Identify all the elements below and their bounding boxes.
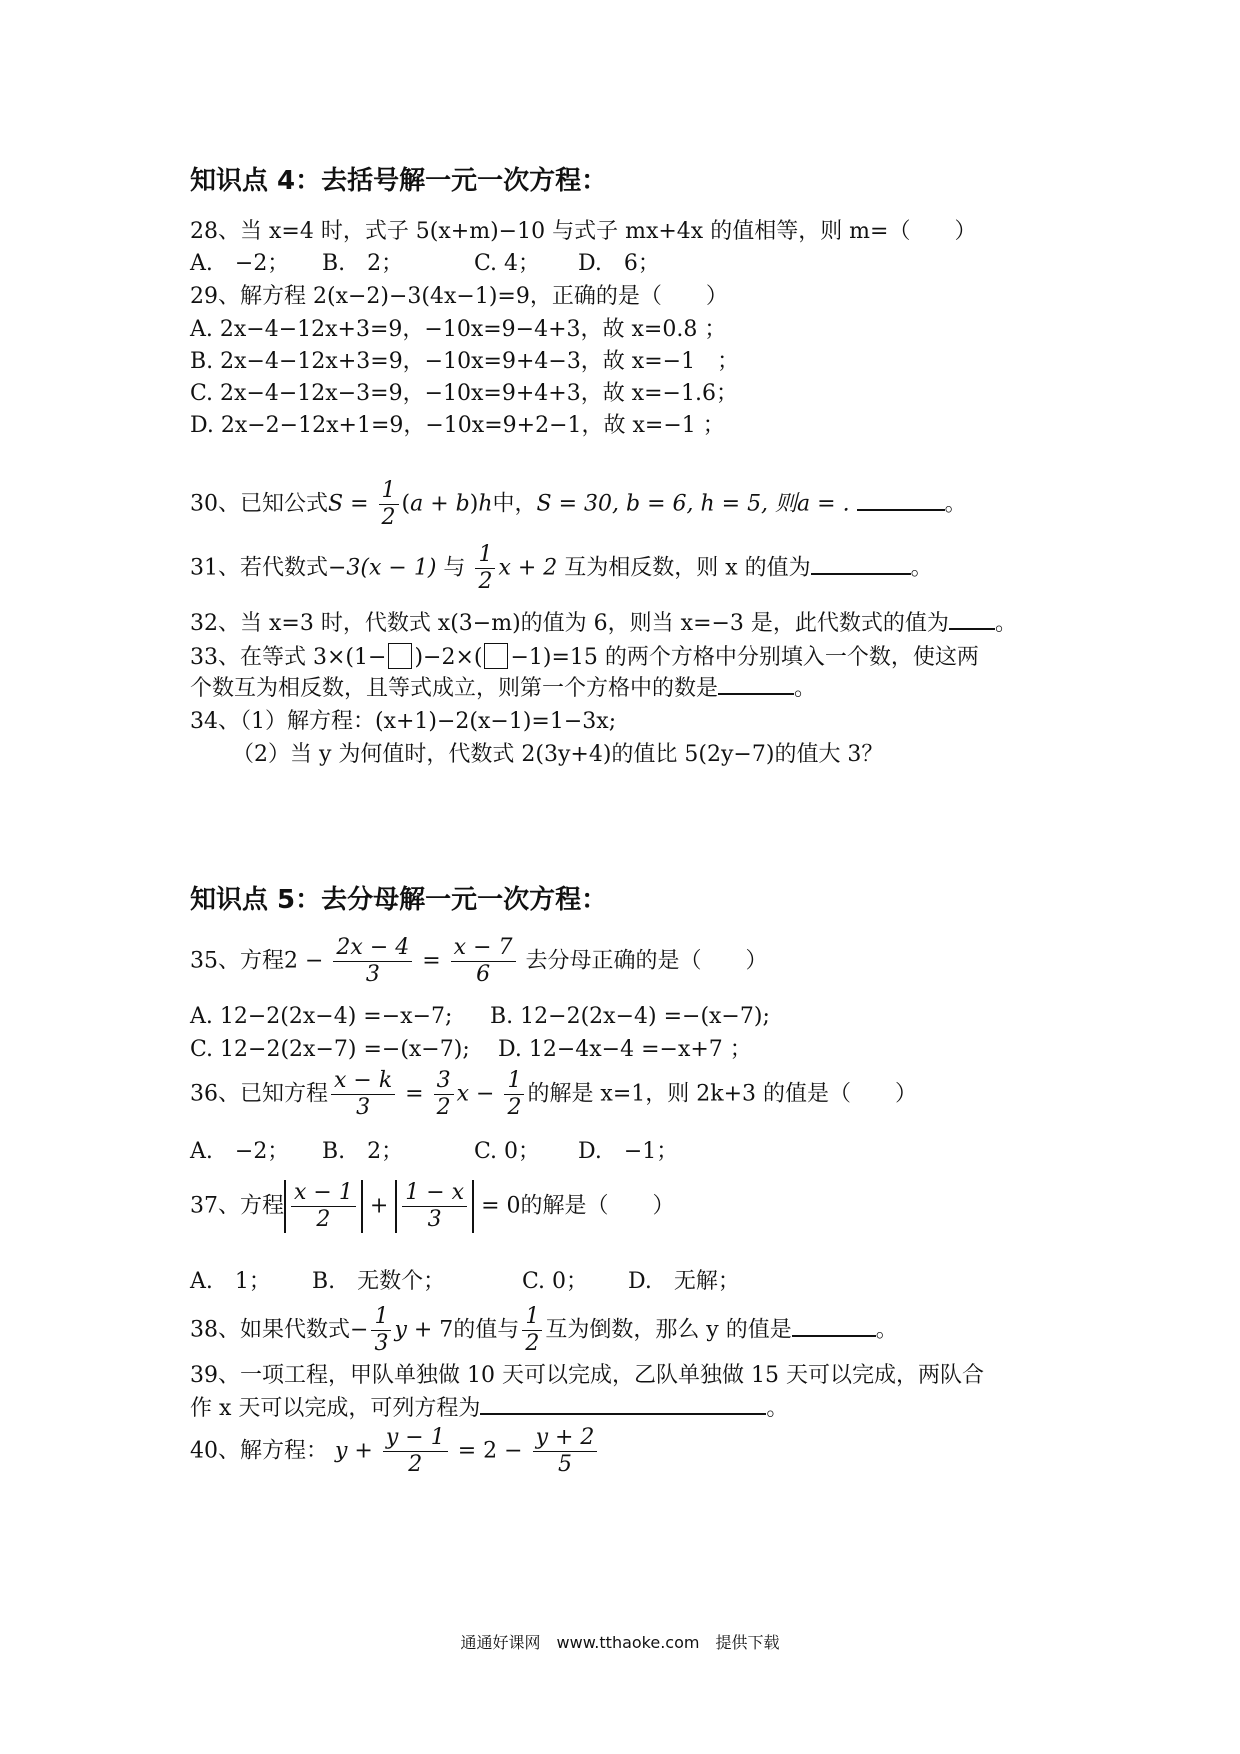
section-5-heading: 知识点 5：去分母解一元一次方程： — [190, 885, 608, 915]
question-30: 30、已知公式S = $\frac{1}{2}$ (a + b)h中，S = 30, b = 6, h = 5, 则a = . 。 — [190, 478, 967, 530]
q38-mid: 的值与 — [453, 1317, 520, 1343]
section-4-heading: 知识点 4：去括号解一元一次方程： — [190, 166, 608, 196]
q30-end: 。 — [944, 491, 967, 517]
q28-option-a: A. −2； — [190, 251, 290, 276]
q37-prefix: 37、方程 — [190, 1193, 284, 1219]
q29-option-d: D. 2x−2−12x+1=9，−10x=9+2−1，故 x=−1 ； — [190, 413, 725, 438]
question-34-part-1: 34、（1）解方程：(x+1)−2(x−1)=1−3x; — [190, 709, 617, 734]
q35-suffix: 去分母正确的是（ ） — [525, 948, 768, 974]
q36-fraction-2: $\frac{3}{2}$ — [434, 1068, 454, 1121]
q31-end: 。 — [910, 555, 933, 581]
question-31 — [190, 542, 933, 595]
q37-option-b: B. 无数个； — [312, 1269, 446, 1294]
q35-fraction-right: $\frac{x - 7}{6}$ — [451, 935, 516, 988]
question-39-line-2 — [190, 1395, 788, 1423]
q28-option-c: C. 4； — [474, 251, 541, 276]
q33-end: 。 — [794, 676, 817, 701]
question-33-line-2 — [190, 675, 816, 703]
q28-option-d: D. 6； — [578, 251, 660, 276]
q35-option-b: B. 12−2(2x−4) =−(x−7); — [490, 1004, 770, 1029]
q31-fraction: $\frac{1}{2}$ — [475, 542, 495, 595]
q32-answer-blank[interactable] — [949, 610, 995, 630]
q36-suffix: 的解是 x=1，则 2k+3 的值是（ ） — [527, 1081, 918, 1107]
q36-fraction-3: $\frac{1}{2}$ — [504, 1068, 524, 1121]
q29-option-b: B. 2x−4−12x+3=9，−10x=9+4−3，故 x=−1 ； — [190, 349, 740, 374]
q35-option-d: D. 12−4x−4 =−x+7 ； — [498, 1037, 752, 1062]
q31-expr1: −3(x − 1) — [328, 555, 437, 581]
q31-answer-blank[interactable] — [811, 555, 911, 575]
q33-box-1[interactable] — [388, 643, 412, 669]
q36-prefix: 36、已知方程 — [190, 1081, 328, 1107]
q33-answer-blank[interactable] — [718, 675, 794, 695]
q37-abs-2: $\frac{1 - x}{3}$ — [395, 1180, 474, 1233]
q36-option-d: D. −1； — [578, 1139, 679, 1164]
question-34-part-2: （2）当 y 为何值时，代数式 2(3y+4)的值比 5(2y−7)的值大 3？ — [232, 742, 884, 767]
q35-option-a: A. 12−2(2x−4) =−x−7; — [190, 1004, 453, 1029]
question-38: 38、如果代数式− $\frac{1}{3}$ y + 7的值与 $\frac{1}{2}$ 互为倒数，那么 y 的值是 。 — [190, 1304, 898, 1356]
q36-option-b: B. 2； — [322, 1139, 404, 1164]
q40-prefix: 40、解方程： — [190, 1438, 328, 1464]
q33-box-2[interactable] — [484, 643, 508, 669]
q38-fraction-2: $\frac{1}{2}$ — [522, 1304, 542, 1357]
q38-fraction-1: $\frac{1}{3}$ — [371, 1304, 391, 1357]
q38-prefix: 38、如果代数式 — [190, 1317, 350, 1343]
q30-conditions: S = 30, b = 6, h = 5, 则a = . — [536, 491, 850, 517]
q35-prefix: 35、方程 — [190, 948, 284, 974]
q36-option-c: C. 0； — [474, 1139, 541, 1164]
q37-abs-1: $\frac{x - 1}{2}$ — [284, 1180, 363, 1233]
q31-expr2: x + 2 — [498, 555, 558, 581]
q32-end: 。 — [994, 611, 1017, 636]
q31-suffix: 互为相反数，则 x 的值为 — [564, 555, 811, 581]
question-33 — [190, 643, 979, 672]
question-29: 29、解方程 2(x−2)−3(4x−1)=9，正确的是（ ） — [190, 284, 728, 309]
q33-part-b: )−2×( — [414, 645, 483, 670]
question-28: 28、当 x=4 时，式子 5(x+m)−10 与式子 mx+4x 的值相等，则 m=（ ） — [190, 219, 977, 244]
q37-option-a: A. 1； — [190, 1269, 271, 1294]
footer-text: 通通好课网 www.tthaoke.com 提供下载 — [460, 1633, 780, 1652]
q33-part-c: −1)=15 的两个方格中分别填入一个数，使这两 — [510, 645, 979, 670]
q39-end: 。 — [766, 1396, 789, 1421]
q29-option-c: C. 2x−4−12x−3=9，−10x=9+4+3，故 x=−1.6； — [190, 381, 738, 406]
question-40: 40、解方程： y + $\frac{y - 1}{2}$ = 2 − $\frac{y + 2}{5}$ — [190, 1425, 600, 1478]
q31-mid: 与 — [443, 555, 466, 581]
q30-fraction: $\frac{1}{2}$ — [379, 478, 399, 531]
question-32 — [190, 610, 1017, 638]
q28-option-b: B. 2； — [322, 251, 404, 276]
q38-suffix: 互为倒数，那么 y 的值是 — [545, 1317, 792, 1343]
q37-suffix: 的解是（ ） — [520, 1193, 675, 1219]
q30-mid: 中， — [492, 491, 537, 517]
q33-part-a: 33、在等式 3×(1− — [190, 645, 387, 670]
q36-option-a: A. −2； — [190, 1139, 290, 1164]
question-35: 35、方程2 − $\frac{2x - 4}{3}$ = $\frac{x - 7}{6}$ 去分母正确的是（ ） — [190, 935, 768, 987]
q30-answer-blank[interactable] — [857, 491, 945, 511]
q35-fraction-left: $\frac{2x - 4}{3}$ — [333, 935, 412, 988]
q30-prefix: 30、已知公式 — [190, 491, 328, 517]
q40-fraction-1: $\frac{y - 1}{2}$ — [383, 1425, 448, 1478]
q38-answer-blank[interactable] — [792, 1317, 876, 1337]
question-37: 37、方程 $\frac{x - 1}{2}$ + $\frac{1 - x}{3}$ = 0的解是（ ） — [190, 1180, 675, 1232]
q35-option-c: C. 12−2(2x−7) =−(x−7); — [190, 1037, 470, 1062]
q36-fraction-1: $\frac{x - k}{3}$ — [331, 1068, 395, 1121]
q31-prefix: 31、若代数式 — [190, 555, 328, 581]
question-39-line-1: 39、一项工程，甲队单独做 10 天可以完成，乙队单独做 15 天可以完成，两队合 — [190, 1363, 984, 1388]
q37-option-c: C. 0； — [522, 1269, 589, 1294]
q29-option-a: A. 2x−4−12x+3=9，−10x=9−4+3，故 x=0.8 ； — [190, 317, 727, 342]
q32-text: 32、当 x=3 时，代数式 x(3−m)的值为 6，则当 x=−3 是，此代数式的值为 — [190, 611, 949, 636]
question-36: 36、已知方程 $\frac{x - k}{3}$ = $\frac{3}{2}$ x − $\frac{1}{2}$ 的解是 x=1，则 2k+3 的值是（ ） — [190, 1068, 918, 1120]
q39-answer-blank[interactable] — [480, 1395, 766, 1415]
q39-line2-text: 作 x 天可以完成，可列方程为 — [190, 1396, 481, 1421]
q33-line2-text: 个数互为相反数，且等式成立，则第一个方格中的数是 — [190, 676, 719, 701]
q38-end: 。 — [875, 1317, 898, 1343]
q40-fraction-2: $\frac{y + 2}{5}$ — [533, 1425, 598, 1478]
q37-option-d: D. 无解； — [628, 1269, 740, 1294]
